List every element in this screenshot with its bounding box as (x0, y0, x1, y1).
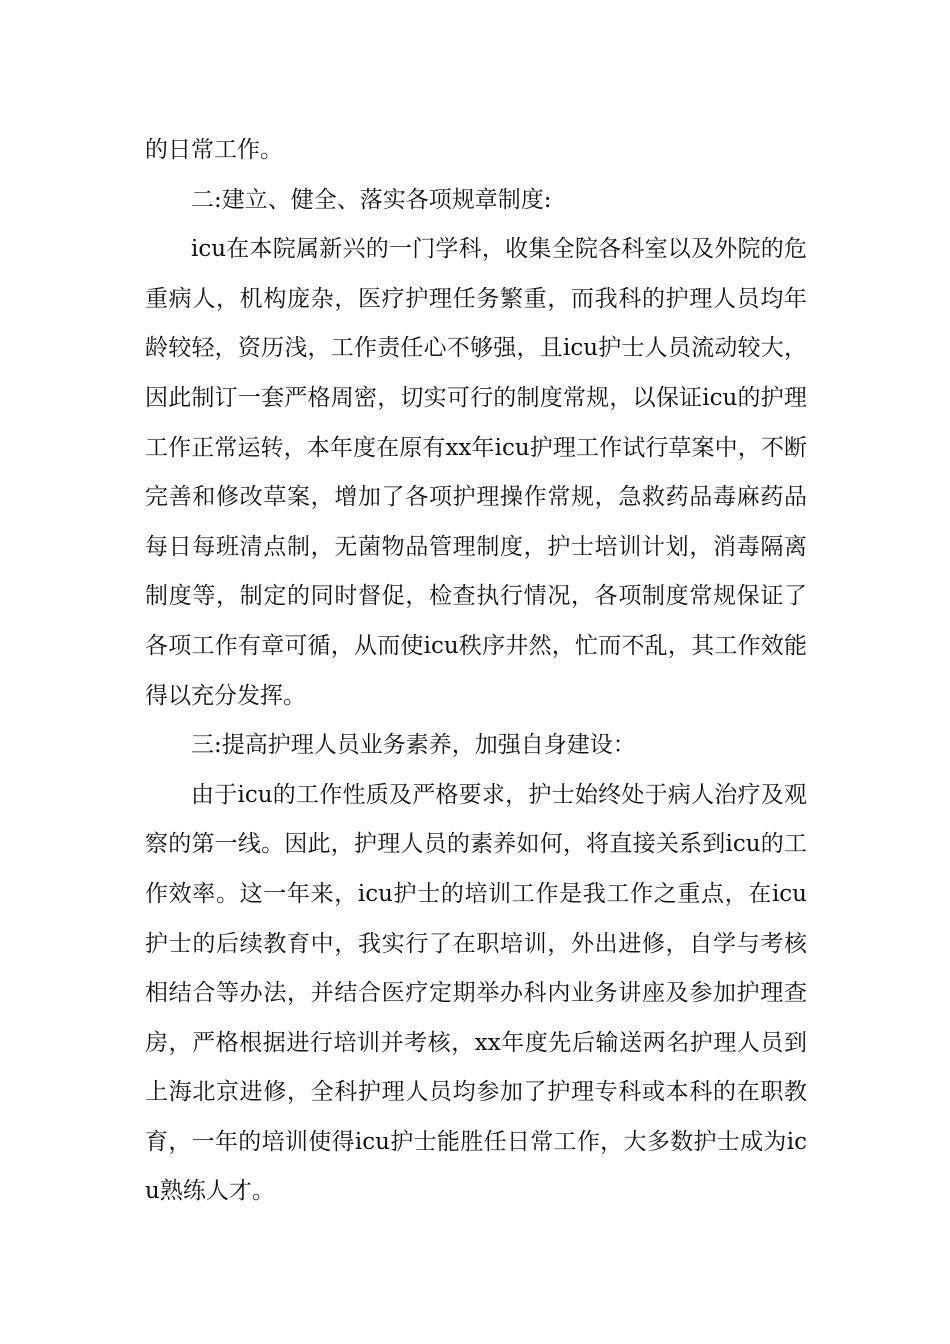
section-heading-3: 三:提高护理人员业务素养，加强自身建设： (191, 732, 636, 759)
paragraph-training: 由于icu的工作性质及严格要求，护士始终处于病人治疗及观察的第一线。因此，护理人员的素养如何，将直接关系到icu的工作效率。这一年来，icu护士的培训工作是我工作之重点，在icu护士的后续教育中，我实行了在职培训，外出进修，自学与考核相结合等办法，并结合医疗定期举办科内业务讲座及参加护理查房，严格根据进行培训并考核，xx年度先后输送两名护理人员到上海北京进修，全科护理人员均参加了护理专科或本科的在职教育，一年的培训使得icu护士能胜任日常工作，大多数护士成为icu熟练人才。 (145, 781, 807, 1205)
section-heading-2: 二:建立、健全、落实各项规章制度: (191, 186, 552, 213)
paragraph-regulations: icu在本院属新兴的一门学科，收集全院各科室以及外院的危重病人，机构庞杂，医疗护理任务繁重，而我科的护理人员均年龄较轻，资历浅，工作责任心不够强，且icu护士人员流动较大，因此制订一套严格周密，切实可行的制度常规，以保证icu的护理工作正常运转，本年度在原有xx年icu护理工作试行草案中，不断完善和修改草案，增加了各项护理操作常规，急救药品毒麻药品每日每班清点制，无菌物品管理制度，护士培训计划，消毒隔离制度等，制定的同时督促，检查执行情况，各项制度常规保证了各项工作有章可循，从而使icu秩序井然，忙而不乱，其工作效能得以充分发挥。 (145, 236, 807, 709)
paragraph-continuation: 的日常工作。 (145, 137, 283, 163)
document-body (145, 126, 807, 1217)
